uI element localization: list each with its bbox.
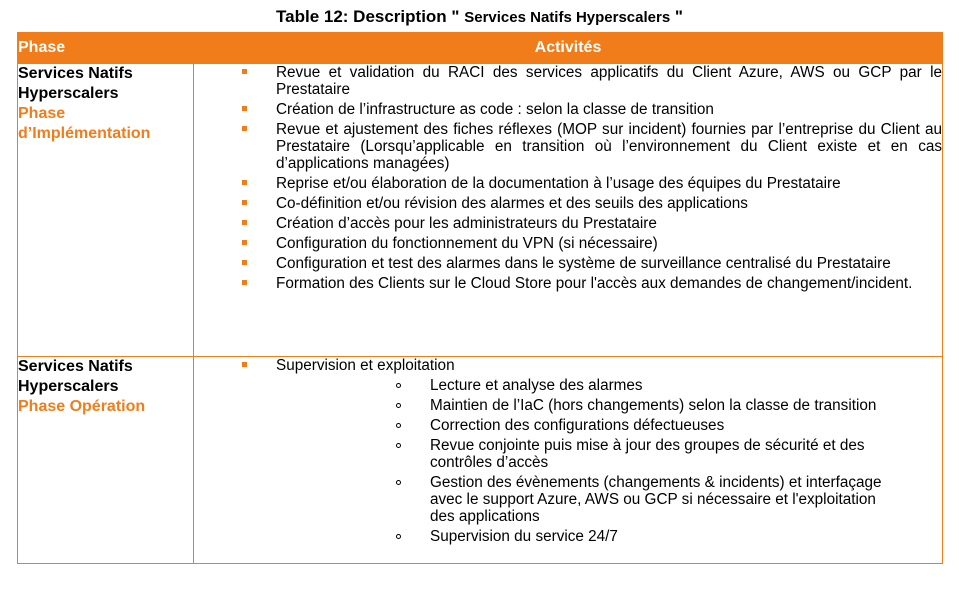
item-text: Formation des Clients sur le Cloud Store pour l'accès aux demandes de changement/incident. <box>276 275 913 292</box>
circle-bullet-icon <box>396 443 401 448</box>
sub-list-item <box>276 528 942 545</box>
item-text: Reprise et/ou élaboration de la documentation à l’usage des équipes du Prestataire <box>276 175 841 192</box>
activity-list <box>194 64 942 292</box>
square-bullet-icon <box>242 126 247 131</box>
list-item <box>194 101 942 118</box>
circle-bullet-icon <box>396 403 401 408</box>
phase-label: Phase d’Implémentation <box>18 105 151 142</box>
list-item <box>194 275 942 292</box>
item-text: Revue et ajustement des fiches réflexes (MOP sur incident) fournies par l’entreprise du Client au Prestataire (Lorsqu’applicable en transition où l’environnement du Client existe et en cas d’applications managées) <box>276 121 942 172</box>
item-text: Revue et validation du RACI des services applicatifs du Client Azure, AWS ou GCP par le Prestataire <box>276 64 942 98</box>
square-bullet-icon <box>242 260 247 265</box>
phase-label: Phase Opération <box>18 398 146 415</box>
square-bullet-icon <box>242 240 247 245</box>
square-bullet-icon <box>242 180 247 185</box>
phase-cell <box>18 64 194 357</box>
phase-name: Services Natifs Hyperscalers <box>18 358 133 395</box>
table-row-implementation <box>18 64 943 357</box>
item-text: Configuration du fonctionnement du VPN (si nécessaire) <box>276 235 658 252</box>
list-item <box>194 195 942 212</box>
list-item <box>194 121 942 172</box>
sub-item-text: Lecture et analyse des alarmes <box>430 377 643 394</box>
caption-subject: Services Natifs Hyperscalers <box>464 9 671 26</box>
sub-list-item <box>276 474 942 525</box>
caption-prefix: Table 12: Description " <box>276 7 460 26</box>
sub-list-item <box>276 377 942 394</box>
sub-item-text: Correction des configurations défectueuses <box>430 417 725 434</box>
sub-list-item <box>276 417 942 434</box>
sub-activity-list <box>276 377 942 545</box>
sub-list-item <box>276 397 942 414</box>
circle-bullet-icon <box>396 383 401 388</box>
header-row <box>18 33 943 64</box>
header-phase: Phase <box>18 33 194 64</box>
item-text: Création de l’infrastructure as code : selon la classe de transition <box>276 101 714 118</box>
square-bullet-icon <box>242 362 247 367</box>
list-item <box>194 64 942 98</box>
sub-item-text: Gestion des évènements (changements & incidents) et interfaçage avec le support Azure, AWS ou GCP si nécessaire et l'exploitation des applications <box>430 474 882 525</box>
sub-list-item <box>276 437 942 471</box>
list-item <box>194 235 942 252</box>
item-text: Création d’accès pour les administrateurs du Prestataire <box>276 215 657 232</box>
square-bullet-icon <box>242 280 247 285</box>
item-text: Co-définition et/ou révision des alarmes et des seuils des applications <box>276 195 748 212</box>
square-bullet-icon <box>242 220 247 225</box>
item-text: Supervision et exploitation <box>276 357 455 374</box>
table-caption <box>0 6 959 29</box>
header-activities: Activités <box>194 33 943 64</box>
circle-bullet-icon <box>396 534 401 539</box>
phase-cell <box>18 357 194 564</box>
circle-bullet-icon <box>396 480 401 485</box>
activity-list <box>194 357 942 545</box>
square-bullet-icon <box>242 69 247 74</box>
sub-item-text: Supervision du service 24/7 <box>430 528 618 545</box>
services-table <box>17 32 943 564</box>
square-bullet-icon <box>242 200 247 205</box>
item-text: Configuration et test des alarmes dans le système de surveillance centralisé du Prestataire <box>276 255 891 272</box>
list-item <box>194 255 942 272</box>
list-item <box>194 215 942 232</box>
circle-bullet-icon <box>396 423 401 428</box>
list-item <box>194 175 942 192</box>
square-bullet-icon <box>242 106 247 111</box>
activities-cell <box>194 357 943 564</box>
phase-name: Services Natifs Hyperscalers <box>18 65 133 102</box>
activities-cell <box>194 64 943 357</box>
sub-item-text: Revue conjointe puis mise à jour des groupes de sécurité et des contrôles d’accès <box>430 437 865 471</box>
caption-suffix: " <box>674 7 683 26</box>
sub-item-text: Maintien de l’IaC (hors changements) selon la classe de transition <box>430 397 877 414</box>
table-row-operation <box>18 357 943 564</box>
list-item <box>194 357 942 545</box>
